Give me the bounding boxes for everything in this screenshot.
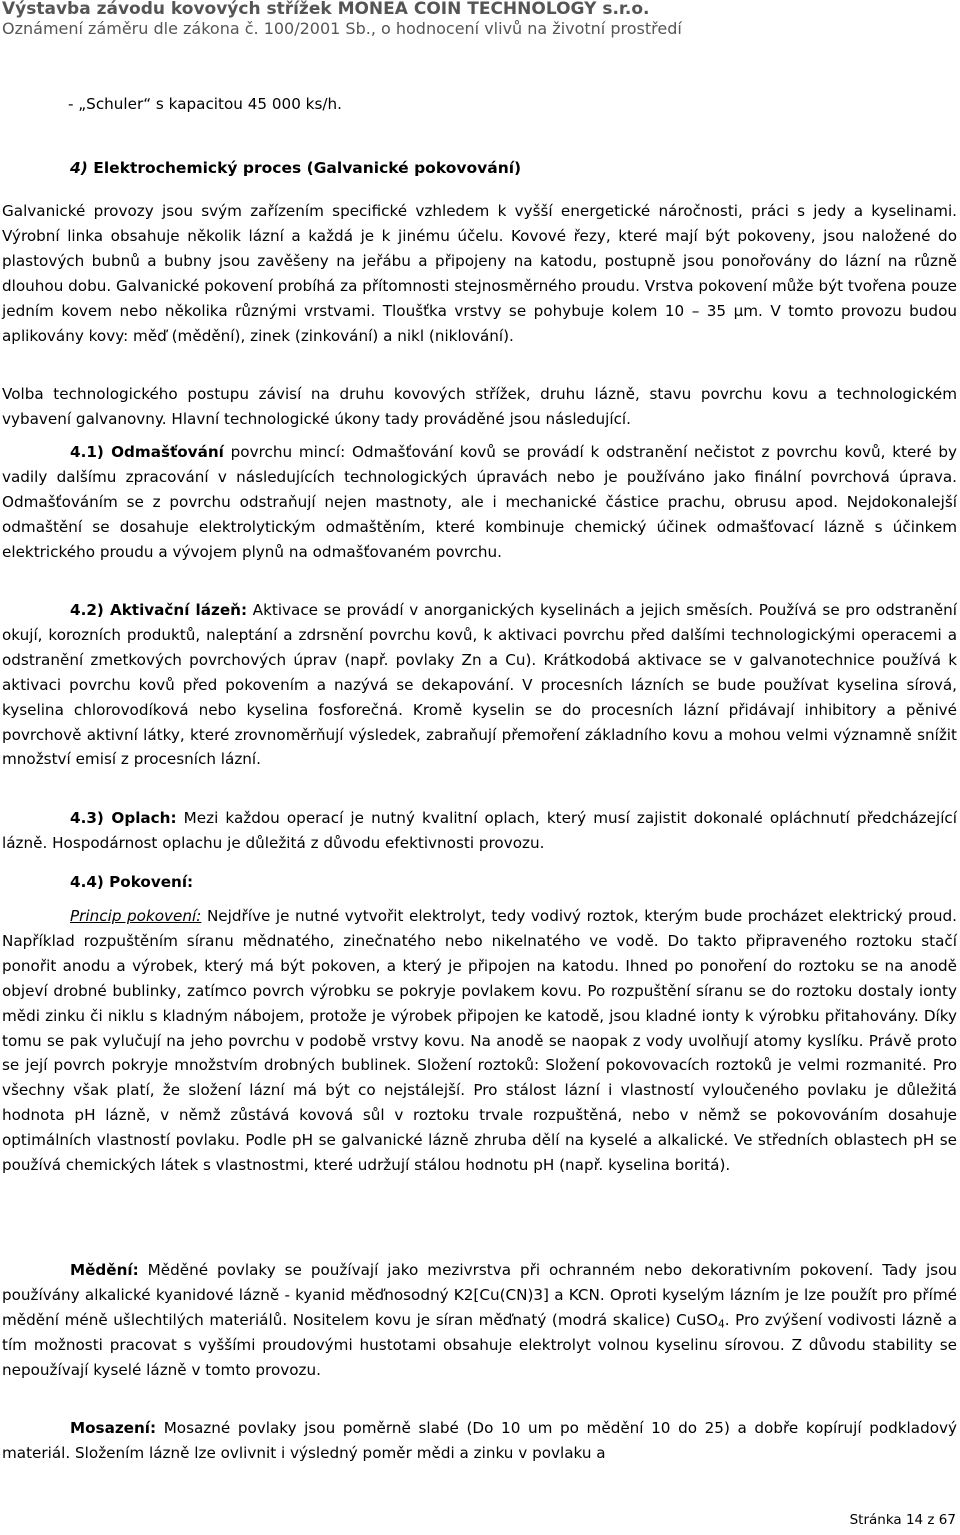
section-4-3-label: 4.3) Oplach: <box>70 809 177 827</box>
brass-plating-label: Mosazení: <box>70 1419 157 1437</box>
copper-plating-text-b: . Pro zvýšení vodivosti lázně a tím možnosti pracovat s vyššími proudovými hustotami obsahuje elektrolyt volnou kyselinu sírovou. Z důvodu stability se nepoužívají kyselé lázně v tomto provozu. <box>2 1310 958 1379</box>
technology-choice-paragraph: Volba technologického postupu závisí na druhu kovových střížek, druhu lázně, stavu povrchu kovu a technologickém vybavení galvanovny. Hlavní technologické úkony tady prováděné jsou následující. <box>2 385 957 428</box>
section-4-3-text: Mezi každou operací je nutný kvalitní oplach, který musí zajistit dokonalé opláchnutí předcházející lázně. Hospodárnost oplachu je důležitá z důvodu efektivnosti provozu. <box>2 809 957 852</box>
intro-line: - „Schuler“ s kapacitou 45 000 ks/h. <box>68 95 342 113</box>
section-4-title: Elektrochemický proces (Galvanické pokovování) <box>93 159 522 177</box>
header-title: Výstavba závodu kovových střížek MONEA COIN TECHNOLOGY s.r.o. <box>2 0 650 19</box>
brass-plating-text: Mosazné povlaky jsou poměrně slabé (Do 10 um po mědění 10 do 25) a dobře kopírují podkladový materiál. Složením lázně lze ovlivnit i výsledný poměr mědi a zinku v povlaku a <box>2 1419 957 1462</box>
principle-paragraph <box>2 904 957 1178</box>
section-4-4-heading <box>70 870 670 895</box>
section-4-2-paragraph <box>2 598 957 772</box>
galvanic-paragraph: Galvanické provozy jsou svým zařízením specifické vzhledem k vyšší energetické náročnosti, práci s jedy a kyselinami. Výrobní linka obsahuje několik lázní a každá je k jinému účelu. Kovové řezy, které mají být pokoveny, jsou naložené do plastových bubnů a bubny jsou zavěšeny na jeřábu a připojeny na katodu, postupně jsou ponořovány do lázní na různě dlouhou dobu. Galvanické pokovení probíhá za přítomnosti stejnosměrného proudu. Vrstva pokovení může být tvořena pouze jedním kovem nebo několika různými vrstvami. Tloušťka vrstvy se pohybuje kolem 10 – 35 µm. V tomto provozu budou aplikovány kovy: měď (mědění), zinek (zinkování) a nikl (niklování). <box>2 202 957 345</box>
section-4-3-paragraph <box>2 806 957 856</box>
page-number: Stránka 14 z 67 <box>849 1512 956 1528</box>
section-4-1-text: povrchu mincí: Odmašťování kovů se provádí k odstranění nečistot z povrchu kovů, které by vadily dalšímu zpracování v následujících technologických úpravách nebo je používáno jako finální povrchová úprava. Odmašťováním se z povrchu odstraňují nejen mastnoty, ale i mechanické částice prachu, obrusu apod. Nejdokonalejší odmaštění se dosahuje elektrolytickým odmaštěním, které kombinuje chemický účinek odmašťovací lázně s účinkem elektrického proudu a vývojem plynů na odmašťovaném povrchu. <box>2 443 957 561</box>
section-4-number: 4) <box>70 159 88 177</box>
section-4-1-paragraph <box>2 440 957 565</box>
principle-text: Nejdříve je nutné vytvořit elektrolyt, tedy vodivý roztok, kterým bude procházet elektrický proud. Například rozpuštěním síranu mědnatého, zinečnatého nebo nikelnatého ve vodě. Do takto připraveného roztoku stačí ponořit anodu a výrobek, který má být pokoven, a který je připojen na katodu. Ihned po ponoření do roztoku se na anodě objeví drobné bublinky, zatímco povrch výrobku se pokryje povlakem kovu. Po rozpuštění síranu se do roztoku dostaly ionty mědi zinku či niklu s kladným nábojem, protože je výrobek připojen ke katodě, jsou kladné ionty k výrobku přitahovány. Díky tomu se pak vylučují na jeho povrchu v podobě vrstvy kovu. Na anodě se naopak z vody uvolňují atomy kyslíku. Právě proto se její povrch pokryje množstvím drobných bublinek. Složení roztoků: Složení pokovovacích roztoků je velmi rozmanité. Pro všechny však platí, že složení lázní má být co nejstálejší. Pro stálost lázní i vlastností vyloučeného povlaku je důležitá hodnota pH lázně, v němž zůstává kovová sůl v roztoku trvale rozpuštěná, nebo v němž se pokovováním dosahuje optimálních vlastností povlaku. Podle pH se galvanické lázně zhruba dělí na kyselé a alkalické. Ve středních oblastech pH se používá chemických látek s vlastnostmi, které udržují stálou hodnotu pH (např. kyselina boritá). <box>2 907 957 1175</box>
brass-plating-paragraph <box>2 1416 957 1466</box>
header-subtitle: Oznámení záměru dle zákona č. 100/2001 Sb., o hodnocení vlivů na životní prostředí <box>2 19 682 38</box>
copper-plating-text-a: Měděné povlaky se používají jako mezivrstva při ochranném nebo dekorativním pokovení. Tady jsou používány alkalické kyanidové lázně - kyanid měďnosodný K2[Cu(CN)3] a KCN. Oproti kyselým lázním je lze použít pro přímé mědění méně ušlechtilých materiálů. Nositelem kovu je síran měďnatý (modrá skalice) CuSO <box>2 1261 957 1329</box>
document-header <box>2 0 682 38</box>
copper-plating-label: Mědění: <box>70 1261 139 1279</box>
principle-label: Princip pokovení: <box>70 907 202 925</box>
section-4-1-label: 4.1) Odmašťování <box>70 443 224 461</box>
copper-plating-subscript: 4 <box>717 1317 725 1331</box>
section-4-2-text: Aktivace se provádí v anorganických kyselinách a jejich směsích. Používá se pro odstranění okují, korozních produktů, naleptání a zdrsnění povrchu kovů, k aktivaci povrchu před dalšími technologickými operacemi a odstranění zmetkových povrchových úprav (např. povlaky Zn a Cu). Krátkodobá aktivace se v galvanotechnice používá k aktivaci povrchu kovů před pokovením a nazývá se dekapování. V procesních lázních se bude používat kyselina sírová, kyselina chlorovodíková nebo kyselina fosforečná. Kromě kyselin se do procesních lázní přidávají inhibitory a pěnivé povrchově aktivní látky, které zrovnoměrňují výsledek, zabraňují přemoření základního kovu a mohou velmi významně snížit množství emisí z procesních lázní. <box>2 601 957 769</box>
section-4-4-label: 4.4) Pokovení: <box>70 873 194 891</box>
copper-plating-paragraph <box>2 1258 957 1383</box>
section-4-heading <box>70 159 521 177</box>
section-4-2-label: 4.2) Aktivační lázeň: <box>70 601 248 619</box>
